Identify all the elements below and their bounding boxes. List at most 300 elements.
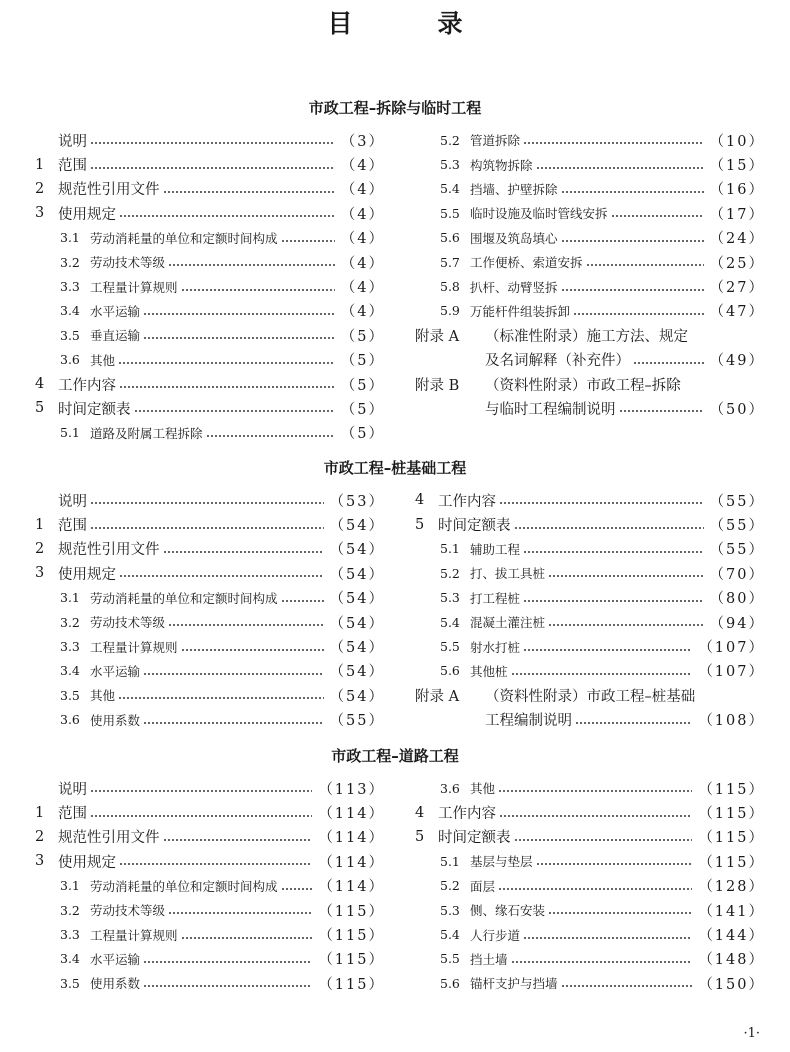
toc-entry[interactable] bbox=[35, 586, 385, 610]
entry-page: （5） bbox=[340, 377, 385, 394]
entry-page: （54） bbox=[329, 591, 385, 608]
dot-leader bbox=[511, 673, 693, 675]
entry-number: 5.3 bbox=[440, 590, 460, 606]
dot-leader bbox=[561, 191, 704, 193]
entry-number: 3.6 bbox=[60, 712, 80, 728]
entry-page: （49） bbox=[709, 353, 765, 370]
toc-entry[interactable] bbox=[415, 586, 765, 610]
entry-number: 5.6 bbox=[440, 230, 460, 246]
dot-leader bbox=[548, 624, 704, 626]
toc-entry[interactable] bbox=[35, 708, 385, 732]
toc-entry[interactable] bbox=[35, 776, 385, 800]
dot-leader bbox=[514, 839, 693, 841]
entry-page: （144） bbox=[698, 928, 765, 945]
toc-entry[interactable] bbox=[35, 128, 385, 152]
toc-entry[interactable] bbox=[35, 825, 385, 849]
entry-label: 水平运输 bbox=[90, 951, 141, 967]
entry-label: 打、拔工具桩 bbox=[470, 566, 546, 582]
entry-page: （54） bbox=[329, 518, 385, 535]
toc-entry[interactable] bbox=[35, 922, 385, 946]
entry-page: （16） bbox=[709, 182, 765, 199]
entry-number: 5 bbox=[35, 400, 45, 417]
entry-page: （5） bbox=[340, 401, 385, 418]
toc-entry[interactable] bbox=[415, 659, 765, 683]
dot-leader bbox=[181, 649, 324, 651]
toc-entry[interactable] bbox=[415, 849, 765, 873]
entry-page: （107） bbox=[698, 640, 765, 657]
entry-label: 规范性引用文件 bbox=[58, 182, 160, 199]
entry-page: （4） bbox=[340, 158, 385, 175]
dot-leader bbox=[561, 289, 704, 291]
toc-entry[interactable] bbox=[415, 800, 765, 824]
entry-page: （55） bbox=[709, 493, 765, 510]
entry-number: 3.2 bbox=[60, 902, 80, 918]
dot-leader bbox=[536, 863, 693, 865]
dot-leader bbox=[548, 912, 692, 914]
entry-number: 3.4 bbox=[60, 951, 80, 967]
entry-number: 4 bbox=[415, 804, 425, 821]
dot-leader bbox=[90, 790, 312, 792]
entry-label: 构筑物拆除 bbox=[470, 157, 533, 173]
entry-page: （4） bbox=[340, 304, 385, 321]
toc-entry[interactable] bbox=[415, 537, 765, 561]
right-column bbox=[415, 776, 765, 996]
section-heading: 市政工程–拆除与临时工程 bbox=[308, 99, 482, 117]
entry-number: 3.2 bbox=[60, 254, 80, 270]
entry-number: 3.6 bbox=[60, 352, 80, 368]
entry-label: 挡土墙 bbox=[470, 951, 508, 967]
dot-leader bbox=[168, 912, 312, 914]
entry-page: （10） bbox=[709, 133, 765, 150]
dot-leader bbox=[536, 167, 704, 169]
entry-label: 时间定额表 bbox=[58, 401, 131, 418]
dot-leader bbox=[499, 815, 692, 817]
entry-label: 使用规定 bbox=[58, 566, 116, 583]
entry-label: 劳动消耗量的单位和定额时间构成 bbox=[90, 230, 278, 246]
dot-leader bbox=[573, 313, 704, 315]
toc-entry[interactable] bbox=[35, 800, 385, 824]
entry-label: 范围 bbox=[58, 518, 87, 535]
entry-page: （5） bbox=[340, 426, 385, 443]
dot-leader bbox=[206, 435, 335, 437]
entry-page: （54） bbox=[329, 615, 385, 632]
dot-leader bbox=[168, 624, 324, 626]
dot-leader bbox=[143, 722, 324, 724]
entry-number: 5.2 bbox=[440, 132, 460, 148]
dot-leader bbox=[619, 410, 704, 412]
section-heading: 市政工程–桩基础工程 bbox=[323, 459, 467, 477]
entry-label: 临时设施及临时管线安拆 bbox=[470, 206, 608, 222]
entry-label: 工作内容 bbox=[58, 377, 116, 394]
entry-number: 4 bbox=[35, 376, 45, 393]
toc-entry[interactable] bbox=[35, 898, 385, 922]
entry-label: 万能杆件组装拆卸 bbox=[470, 303, 571, 319]
entry-number: 5.5 bbox=[440, 639, 460, 655]
entry-number: 5.1 bbox=[60, 425, 80, 441]
entry-label: 劳动技术等级 bbox=[90, 903, 166, 919]
entry-page: （54） bbox=[329, 566, 385, 583]
dot-leader bbox=[163, 191, 335, 193]
toc-entry[interactable] bbox=[35, 537, 385, 561]
entry-label: 管道拆除 bbox=[470, 133, 521, 149]
toc-entry[interactable] bbox=[415, 825, 765, 849]
right-column bbox=[415, 488, 765, 732]
entry-number: 3.3 bbox=[60, 639, 80, 655]
toc-entry[interactable] bbox=[35, 372, 385, 396]
toc-entry[interactable] bbox=[35, 634, 385, 658]
entry-label: 其他 bbox=[470, 781, 496, 797]
entry-page: （115） bbox=[698, 854, 765, 871]
toc-entry[interactable] bbox=[35, 659, 385, 683]
entry-number: 3 bbox=[35, 565, 45, 582]
entry-page: （24） bbox=[709, 231, 765, 248]
entry-label: 规范性引用文件 bbox=[58, 830, 160, 847]
entry-label: 工程量计算规则 bbox=[90, 279, 178, 295]
entry-label: 使用系数 bbox=[90, 712, 141, 728]
entry-page: （115） bbox=[318, 952, 385, 969]
dot-leader bbox=[90, 142, 335, 144]
entry-page: （5） bbox=[340, 328, 385, 345]
entry-label: 面层 bbox=[470, 878, 496, 894]
entry-number: 5.8 bbox=[440, 279, 460, 295]
toc-entry[interactable] bbox=[35, 274, 385, 298]
entry-page: （148） bbox=[698, 952, 765, 969]
entry-label: 规范性引用文件 bbox=[58, 542, 160, 559]
entry-number: 5.4 bbox=[440, 181, 460, 197]
toc-entry[interactable] bbox=[35, 683, 385, 707]
entry-number: 3.5 bbox=[60, 687, 80, 703]
entry-page: （54） bbox=[329, 640, 385, 657]
entry-page: （108） bbox=[698, 713, 765, 730]
toc-entry[interactable] bbox=[35, 971, 385, 995]
entry-number: 3.3 bbox=[60, 927, 80, 943]
entry-page: （53） bbox=[329, 493, 385, 510]
toc-entry[interactable] bbox=[415, 128, 765, 152]
toc-entry[interactable] bbox=[415, 947, 765, 971]
entry-page: （5） bbox=[340, 353, 385, 370]
dot-leader bbox=[548, 575, 704, 577]
dot-leader bbox=[143, 961, 312, 963]
entry-label: 工程量计算规则 bbox=[90, 927, 178, 943]
toc-entry[interactable] bbox=[35, 512, 385, 536]
dot-leader bbox=[523, 142, 704, 144]
entry-label: 其他 bbox=[90, 352, 116, 368]
entry-number: 5.5 bbox=[440, 205, 460, 221]
entry-number: 5.2 bbox=[440, 878, 460, 894]
entry-page: （115） bbox=[318, 903, 385, 920]
toc-entry[interactable] bbox=[415, 776, 765, 800]
entry-page: （55） bbox=[329, 713, 385, 730]
entry-number: 3.3 bbox=[60, 279, 80, 295]
dot-leader bbox=[143, 673, 324, 675]
entry-number: 5.9 bbox=[440, 303, 460, 319]
entry-number: 3.4 bbox=[60, 663, 80, 679]
entry-number: 3.1 bbox=[60, 590, 80, 606]
entry-label: 水平运输 bbox=[90, 663, 141, 679]
entry-label: 使用规定 bbox=[58, 854, 116, 871]
entry-number: 3.5 bbox=[60, 327, 80, 343]
toc-entry[interactable] bbox=[35, 226, 385, 250]
dot-leader bbox=[90, 815, 312, 817]
entry-number: 5.6 bbox=[440, 975, 460, 991]
entry-page: （114） bbox=[318, 806, 385, 823]
entry-label: 挡墙、护壁拆除 bbox=[470, 181, 558, 197]
entry-page: （107） bbox=[698, 664, 765, 681]
entry-page: （115） bbox=[698, 781, 765, 798]
entry-number: 5.5 bbox=[440, 951, 460, 967]
toc-entry[interactable] bbox=[415, 323, 765, 347]
toc-entry[interactable] bbox=[35, 396, 385, 420]
dot-leader bbox=[90, 527, 324, 529]
dot-leader bbox=[633, 362, 704, 364]
entry-page: （4） bbox=[340, 182, 385, 199]
toc-entry[interactable] bbox=[415, 299, 765, 323]
entry-label: 工程量计算规则 bbox=[90, 639, 178, 655]
entry-page: （4） bbox=[340, 206, 385, 223]
entry-label: （标准性附录）施工方法、规定 bbox=[485, 328, 688, 345]
dot-leader bbox=[281, 888, 313, 890]
toc-entry[interactable] bbox=[415, 610, 765, 634]
entry-number: 附录 A bbox=[415, 688, 460, 705]
entry-number: 4 bbox=[415, 492, 425, 509]
entry-page: （114） bbox=[318, 830, 385, 847]
page-number: ·1· bbox=[743, 1026, 760, 1041]
toc-entry[interactable] bbox=[415, 152, 765, 176]
entry-page: （3） bbox=[340, 133, 385, 150]
toc-entry[interactable] bbox=[415, 488, 765, 512]
dot-leader bbox=[561, 985, 693, 987]
dot-leader bbox=[181, 937, 313, 939]
section-heading: 市政工程–道路工程 bbox=[331, 747, 459, 765]
dot-leader bbox=[118, 697, 324, 699]
entry-label: 打工程桩 bbox=[470, 590, 521, 606]
dot-leader bbox=[281, 240, 335, 242]
toc-entry[interactable] bbox=[35, 849, 385, 873]
entry-page: （80） bbox=[709, 591, 765, 608]
entry-label: 工作内容 bbox=[438, 493, 496, 510]
entry-page: （94） bbox=[709, 615, 765, 632]
toc-entry[interactable] bbox=[415, 922, 765, 946]
toc-entry[interactable] bbox=[415, 201, 765, 225]
entry-page: （27） bbox=[709, 280, 765, 297]
toc-entry[interactable] bbox=[35, 561, 385, 585]
toc-entry[interactable] bbox=[415, 226, 765, 250]
entry-label: 说明 bbox=[58, 133, 87, 150]
dot-leader bbox=[499, 502, 704, 504]
entry-label: 劳动技术等级 bbox=[90, 255, 166, 271]
entry-number: 1 bbox=[35, 516, 45, 533]
dot-leader bbox=[511, 961, 693, 963]
entry-number: 附录 A bbox=[415, 328, 460, 345]
toc-entry[interactable] bbox=[415, 898, 765, 922]
entry-label: （资料性附录）市政工程–拆除 bbox=[485, 377, 681, 394]
toc-entry[interactable] bbox=[415, 512, 765, 536]
dot-leader bbox=[281, 600, 324, 602]
entry-page: （54） bbox=[329, 664, 385, 681]
toc-entry[interactable] bbox=[35, 947, 385, 971]
left-column bbox=[35, 128, 385, 445]
entry-number: 附录 B bbox=[415, 377, 460, 394]
entry-label: 锚杆支护与挡墙 bbox=[470, 976, 558, 992]
toc-entry[interactable] bbox=[415, 561, 765, 585]
dot-leader bbox=[143, 337, 335, 339]
toc-entry[interactable] bbox=[415, 634, 765, 658]
entry-page: （141） bbox=[698, 903, 765, 920]
entry-number: 3.1 bbox=[60, 230, 80, 246]
entry-page: （25） bbox=[709, 255, 765, 272]
dot-leader bbox=[119, 575, 324, 577]
entry-page: （50） bbox=[709, 401, 765, 418]
dot-leader bbox=[143, 313, 335, 315]
toc-entry[interactable] bbox=[415, 971, 765, 995]
entry-number: 5.3 bbox=[440, 902, 460, 918]
dot-leader bbox=[611, 215, 704, 217]
entry-number: 5.3 bbox=[440, 157, 460, 173]
entry-label-continued: 与临时工程编制说明 bbox=[485, 401, 616, 418]
entry-number: 2 bbox=[35, 180, 45, 197]
dot-leader bbox=[523, 551, 704, 553]
entry-label: 侧、缘石安装 bbox=[470, 903, 546, 919]
dot-leader bbox=[523, 937, 692, 939]
toc-entry[interactable] bbox=[415, 274, 765, 298]
entry-page: （4） bbox=[340, 255, 385, 272]
toc-entry[interactable] bbox=[415, 177, 765, 201]
entry-page: （113） bbox=[318, 781, 385, 798]
entry-number: 3.6 bbox=[440, 780, 460, 796]
dot-leader bbox=[575, 722, 692, 724]
dot-leader bbox=[119, 215, 335, 217]
entry-page: （47） bbox=[709, 304, 765, 321]
toc-entry[interactable] bbox=[35, 152, 385, 176]
entry-label: 水平运输 bbox=[90, 303, 141, 319]
entry-number: 5.4 bbox=[440, 614, 460, 630]
dot-leader bbox=[119, 386, 335, 388]
entry-label: 扒杆、动臂竖拆 bbox=[470, 279, 558, 295]
entry-number: 2 bbox=[35, 828, 45, 845]
entry-label: 使用系数 bbox=[90, 976, 141, 992]
dot-leader bbox=[90, 502, 324, 504]
toc-entry[interactable] bbox=[35, 610, 385, 634]
toc-entry[interactable] bbox=[35, 250, 385, 274]
entry-label: （资料性附录）市政工程–桩基础 bbox=[485, 688, 696, 705]
entry-number: 3.1 bbox=[60, 878, 80, 894]
dot-leader bbox=[90, 167, 335, 169]
dot-leader bbox=[523, 649, 692, 651]
dot-leader bbox=[143, 985, 312, 987]
entry-label: 时间定额表 bbox=[438, 830, 511, 847]
entry-label: 道路及附属工程拆除 bbox=[90, 425, 203, 441]
dot-leader bbox=[586, 264, 704, 266]
dot-leader bbox=[181, 289, 335, 291]
entry-label: 说明 bbox=[58, 493, 87, 510]
entry-page: （4） bbox=[340, 280, 385, 297]
left-column bbox=[35, 776, 385, 996]
entry-number: 3 bbox=[35, 205, 45, 222]
toc-entry[interactable] bbox=[35, 177, 385, 201]
entry-label: 说明 bbox=[58, 781, 87, 798]
entry-label: 其他桩 bbox=[470, 663, 508, 679]
toc-entry[interactable] bbox=[415, 250, 765, 274]
entry-label-continued: 工程编制说明 bbox=[485, 713, 572, 730]
toc-entry[interactable] bbox=[35, 201, 385, 225]
entry-number: 5.4 bbox=[440, 927, 460, 943]
entry-page: （70） bbox=[709, 566, 765, 583]
dot-leader bbox=[561, 240, 704, 242]
entry-label: 劳动消耗量的单位和定额时间构成 bbox=[90, 878, 278, 894]
entry-page: （150） bbox=[698, 976, 765, 993]
entry-page: （55） bbox=[709, 518, 765, 535]
dot-leader bbox=[119, 863, 312, 865]
entry-page: （54） bbox=[329, 688, 385, 705]
entry-page: （4） bbox=[340, 231, 385, 248]
entry-label: 使用规定 bbox=[58, 206, 116, 223]
entry-page: （17） bbox=[709, 206, 765, 223]
toc-entry[interactable] bbox=[415, 683, 765, 707]
entry-number: 3 bbox=[35, 853, 45, 870]
dot-leader bbox=[134, 410, 335, 412]
entry-label-continued: 及名词解释（补充件） bbox=[485, 353, 630, 370]
dot-leader bbox=[118, 362, 335, 364]
entry-number: 5.1 bbox=[440, 853, 460, 869]
entry-number: 1 bbox=[35, 156, 45, 173]
toc-entry[interactable] bbox=[35, 323, 385, 347]
entry-page: （54） bbox=[329, 542, 385, 559]
entry-label: 混凝土灌注桩 bbox=[470, 615, 546, 631]
toc-entry-continuation[interactable] bbox=[415, 708, 765, 732]
entry-label: 时间定额表 bbox=[438, 518, 511, 535]
dot-leader bbox=[498, 790, 692, 792]
entry-number: 5 bbox=[415, 516, 425, 533]
entry-page: （128） bbox=[698, 879, 765, 896]
toc-entry[interactable] bbox=[35, 348, 385, 372]
entry-label: 其他 bbox=[90, 688, 116, 704]
dot-leader bbox=[523, 600, 704, 602]
dot-leader bbox=[514, 527, 704, 529]
entry-label: 射水打桩 bbox=[470, 639, 521, 655]
toc-entry-continuation[interactable] bbox=[415, 348, 765, 372]
left-column bbox=[35, 488, 385, 732]
dot-leader bbox=[163, 551, 324, 553]
dot-leader bbox=[168, 264, 335, 266]
entry-number: 5.1 bbox=[440, 541, 460, 557]
entry-number: 5.2 bbox=[440, 565, 460, 581]
entry-number: 3.4 bbox=[60, 303, 80, 319]
entry-page: （114） bbox=[318, 879, 385, 896]
entry-number: 5.6 bbox=[440, 663, 460, 679]
page-title: 目 录 bbox=[327, 9, 493, 38]
toc-entry[interactable] bbox=[35, 299, 385, 323]
entry-label: 工作便桥、索道安拆 bbox=[470, 255, 583, 271]
entry-number: 2 bbox=[35, 540, 45, 557]
entry-number: 5.7 bbox=[440, 254, 460, 270]
entry-label: 垂直运输 bbox=[90, 328, 141, 344]
dot-leader bbox=[163, 839, 313, 841]
toc-entry[interactable] bbox=[35, 421, 385, 445]
entry-page: （115） bbox=[318, 928, 385, 945]
entry-label: 围堰及筑岛填心 bbox=[470, 230, 558, 246]
entry-label: 工作内容 bbox=[438, 806, 496, 823]
entry-label: 人行步道 bbox=[470, 927, 521, 943]
entry-number: 5 bbox=[415, 828, 425, 845]
entry-page: （114） bbox=[318, 854, 385, 871]
toc-entry[interactable] bbox=[35, 488, 385, 512]
toc-entry[interactable] bbox=[415, 874, 765, 898]
entry-label: 劳动技术等级 bbox=[90, 615, 166, 631]
toc-entry[interactable] bbox=[35, 874, 385, 898]
entry-label: 劳动消耗量的单位和定额时间构成 bbox=[90, 590, 278, 606]
toc-entry[interactable] bbox=[415, 372, 765, 396]
toc-entry-continuation[interactable] bbox=[415, 396, 765, 420]
